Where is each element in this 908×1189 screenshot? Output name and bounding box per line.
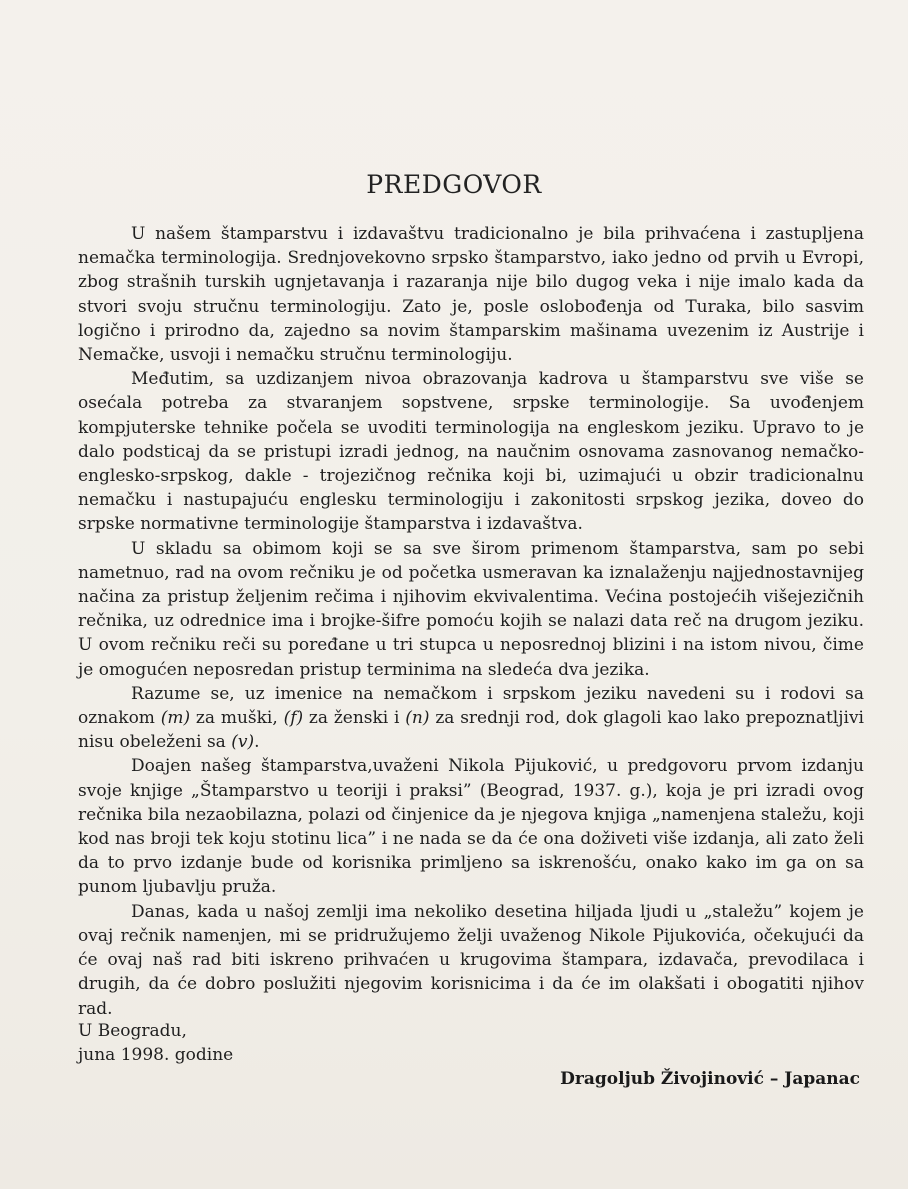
paragraph-3: U skladu sa obimom koji se sa sve širom primenom štamparstva, sam po sebi nametnuo, rad na ovom rečniku je od početka usmeravan ka iznalaženju najjednostavnijeg načina za pristup željenim rečima i njihovim ekvivalentima. Većina postojećih višejezičnih rečnika, uz odrednice ima i brojke-šifre pomoću kojih se nalazi data reč na drugom jeziku. U ovom rečniku reči su poređane u tri stupca u neposrednoj blizini i na istom nivou, čime je omogućen neposredan pristup terminima na sledeća dva jezika. (78, 538, 864, 680)
preface-body (78, 222, 864, 1021)
date-line: juna 1998. godine (78, 1045, 234, 1065)
text-run: za srednji rod, dok glagoli kao lako prepoznatljivi nisu obeleženi sa (78, 708, 864, 753)
text-run: za muški, (190, 708, 284, 729)
paragraph-4 (78, 682, 864, 755)
paragraph-5: Doajen našeg štamparstva,uvaženi Nikola Pijuković, u predgovoru prvom izdanju svoje knjige „Štamparstvo u teoriji i praksi” (Beograd, 1937. g.), koja je pri izradi ovog rečnika bila nezaobilazna, polazi od činjenice da je njegova knjiga „namenjena staležu, koji kod nas broji tek koju stotinu lica” i ne nada se da će ona doživeti više izdanja, ali zato želi da to prvo izdanje bude od korisnika primljeno sa iskrenošću, onako kako im ga on sa punom ljubavlju pruža. (78, 756, 864, 898)
gender-marker-masculine: (m) (160, 708, 191, 729)
gender-marker-neuter: (n) (405, 708, 430, 729)
place-line: U Beogradu, (78, 1021, 187, 1041)
page-title: PREDGOVOR (366, 170, 542, 199)
author-signature: Dragoljub Živojinović – Japanac (560, 1069, 860, 1089)
paragraph-6: Danas, kada u našoj zemlji ima nekoliko desetina hiljada ljudi u „staležu” kojem je ovaj rečnik namenjen, mi se pridružujemo želji uvaženog Nikole Pijukovića, očekujući da će ovaj naš rad biti iskreno prihvaćen u krugovima štampara, izdavača, prevodilaca i drugih, da će dobro poslužiti njegovim korisnicima i da će im olakšati i obogatiti njihov rad. (78, 901, 864, 1019)
place-date (78, 1019, 233, 1067)
text-run: za ženski i (303, 708, 406, 729)
text-run: Razume se, uz imenice na nemačkom i srpskom jeziku navedeni su i rodovi sa oznakom (78, 683, 864, 729)
paragraph-2: Međutim, sa uzdizanjem nivoa obrazovanja kadrova u štamparstvu sve više se osećala potreba za stvaranjem sopstvene, srpske terminologije. Sa uvođenjem kompjuterske tehnike počela se uvoditi terminologija na engleskom jeziku. Upravo to je dalo podsticaj da se pristupi izradi jednog, na naučnim osnovama zasnovanog nemačko-englesko-srpskog, dakle - trojezičnog rečnika koji bi, uzimajući u obzir tradicionalnu nemačku i nastupajuću englesku terminologiju i zakonitosti srpskog jezika, doveo do srpske normativne terminologije štamparstva i izdavaštva. (78, 369, 864, 535)
verb-marker: (v) (231, 732, 255, 753)
text-run: . (254, 732, 260, 753)
paragraph-1: U našem štamparstvu i izdavaštvu tradicionalno je bila prihvaćena i zastupljena nemačka terminologija. Srednjovekovno srpsko štamparstvo, iako jedno od prvih u Evropi, zbog strašnih turskih ugnjetavanja i razaranja nije bilo dugog veka i nije imalo kada da stvori svoju stručnu terminologiju. Zato je, posle oslobođenja od Turaka, bilo sasvim logično i prirodno da, zajedno sa novim štamparskim mašinama uvezenim iz Austrije i Nemačke, usvoji i nemačku stručnu terminologiju. (78, 224, 864, 366)
gender-marker-feminine: (f) (283, 708, 304, 729)
